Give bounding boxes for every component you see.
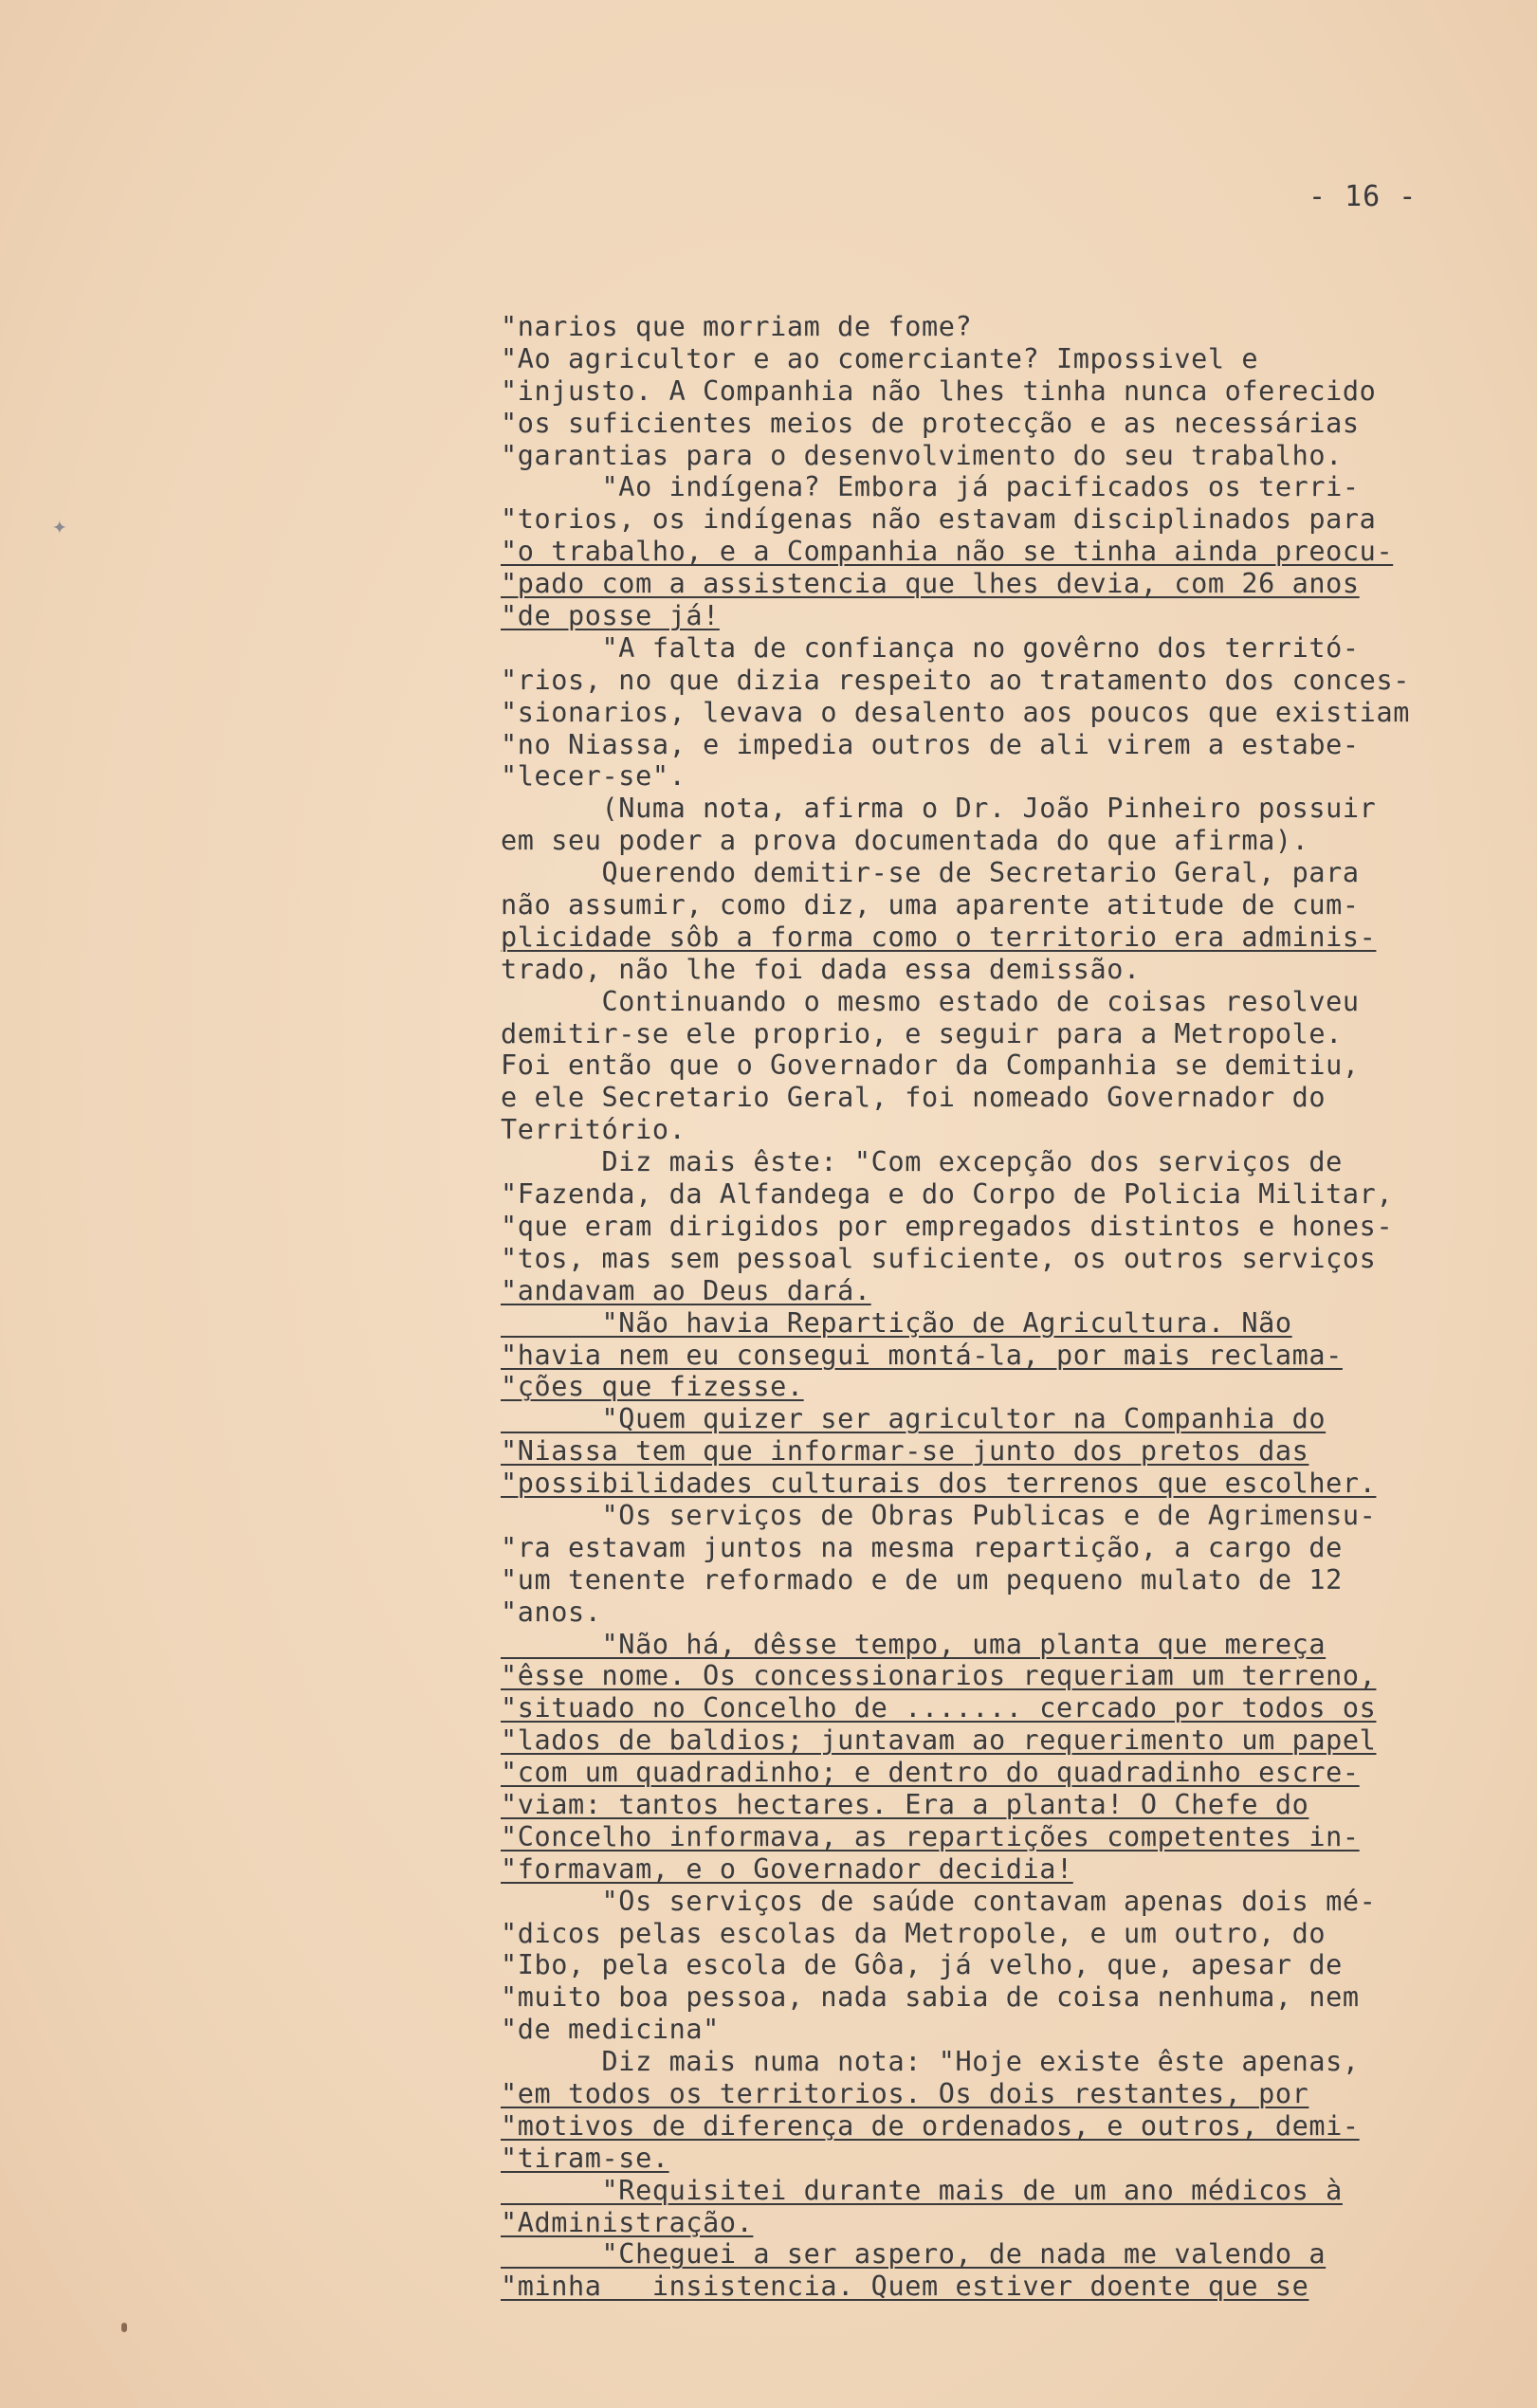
margin-mark: ✦ [52, 512, 67, 540]
text-line: "Concelho informava, as repartições competentes in- [501, 1820, 1360, 1852]
text-line: "Não há, dêsse tempo, uma planta que mereça [501, 1628, 1327, 1660]
text-line: (Numa nota, afirma o Dr. João Pinheiro possuir [501, 793, 1377, 825]
text-line: "Administração. [501, 2206, 754, 2238]
page-number: - 16 - [1308, 180, 1418, 213]
text-line: "narios que morriam de fome? [501, 311, 973, 342]
text-line: não assumir, como diz, uma aparente atitude de cum- [501, 889, 1360, 921]
text-line: "viam: tantos hectares. Era a planta! O Chefe do [501, 1788, 1309, 1820]
text-line: "muito boa pessoa, nada sabia de coisa nenhuma, nem [501, 1981, 1360, 2014]
text-line: "possibilidades culturais dos terrenos que escolher. [501, 1468, 1377, 1500]
text-line: "Cheguei a ser aspero, de nada me valendo a [501, 2238, 1327, 2271]
text-line: "que eram dirigidos por empregados distintos e hones- [501, 1210, 1394, 1242]
text-line: "situado no Concelho de ....... cercado por todos os [501, 1692, 1377, 1724]
text-line: "Requisitei durante mais de um ano médicos à [501, 2174, 1343, 2206]
text-line: "Os serviços de Obras Publicas e de Agrimensu- [501, 1499, 1377, 1531]
text-line: "tiram-se. [501, 2142, 669, 2174]
text-line: "êsse nome. Os concessionarios requeriam um terreno, [501, 1660, 1377, 1692]
text-line: Continuando o mesmo estado de coisas resolveu [501, 985, 1360, 1017]
text-line: "de medicina" [501, 2014, 720, 2046]
text-line: "Quem quizer ser agricultor na Companhia do [501, 1403, 1327, 1435]
text-line: "no Niassa, e impedia outros de ali virem a estabe- [501, 728, 1360, 760]
text-line: "ções que fizesse. [501, 1371, 804, 1403]
text-line: "pado com a assistencia que lhes devia, com 26 anos [501, 568, 1360, 600]
text-line: "ra estavam juntos na mesma repartição, a cargo de [501, 1531, 1343, 1563]
text-line: "andavam ao Deus dará. [501, 1274, 871, 1306]
text-line: "motivos de diferença de ordenados, e outros, demi- [501, 2109, 1360, 2142]
text-line: Diz mais numa nota: "Hoje existe êste apenas, [501, 2046, 1360, 2078]
typewritten-body [501, 311, 1525, 2303]
text-line: "havia nem eu consegui montá-la, por mais reclama- [501, 1339, 1343, 1371]
text-line: trado, não lhe foi dada essa demissão. [501, 953, 1141, 985]
text-line: Foi então que o Governador da Companhia se demitiu, [501, 1049, 1360, 1082]
text-line: "injusto. A Companhia não lhes tinha nunca oferecido [501, 374, 1377, 407]
text-line: "de posse já! [501, 600, 720, 632]
text-line: "Ibo, pela escola de Gôa, já velho, que, apesar de [501, 1949, 1343, 1981]
text-line: Território. [501, 1114, 686, 1146]
text-line: em seu poder a prova documentada do que afirma). [501, 825, 1309, 857]
text-line: "dicos pelas escolas da Metropole, e um outro, do [501, 1917, 1327, 1949]
text-line: "tos, mas sem pessoal suficiente, os outros serviços [501, 1242, 1377, 1274]
text-line: "torios, os indígenas não estavam disciplinados para [501, 503, 1377, 536]
text-line: "com um quadradinho; e dentro do quadradinho escre- [501, 1757, 1360, 1789]
text-line: "Niassa tem que informar-se junto dos pretos das [501, 1435, 1309, 1468]
text-line: "Fazenda, da Alfandega e do Corpo de Policia Militar, [501, 1178, 1394, 1211]
text-line: "lecer-se". [501, 760, 686, 793]
text-line: plicidade sôb a forma como o territorio era adminis- [501, 921, 1377, 953]
text-line: e ele Secretario Geral, foi nomeado Governador do [501, 1082, 1327, 1114]
text-line: demitir-se ele proprio, e seguir para a Metropole. [501, 1017, 1343, 1049]
text-line: "lados de baldios; juntavam ao requerimento um papel [501, 1724, 1377, 1757]
text-line: "os suficientes meios de protecção e as necessárias [501, 407, 1360, 439]
text-line: "garantias para o desenvolvimento do seu trabalho. [501, 439, 1343, 471]
text-line: Querendo demitir-se de Secretario Geral, para [501, 857, 1360, 889]
text-line: "Ao agricultor e ao comerciante? Impossivel e [501, 342, 1259, 374]
text-line: "Ao indígena? Embora já pacificados os terri- [501, 471, 1360, 503]
text-line: Diz mais êste: "Com excepção dos serviços de [501, 1146, 1343, 1178]
text-line: "minha insistencia. Quem estiver doente que se [501, 2271, 1309, 2303]
text-line: "rios, no que dizia respeito ao tratamento dos conces- [501, 664, 1410, 696]
ink-spot [121, 2323, 127, 2332]
text-line: "anos. [501, 1596, 602, 1628]
text-line: "o trabalho, e a Companhia não se tinha ainda preocu- [501, 536, 1394, 568]
text-line: "em todos os territorios. Os dois restantes, por [501, 2077, 1309, 2109]
text-line: "formavam, e o Governador decidia! [501, 1852, 1073, 1885]
text-line: "um tenente reformado e de um pequeno mulato de 12 [501, 1563, 1343, 1596]
text-line: "Os serviços de saúde contavam apenas dois mé- [501, 1885, 1377, 1917]
text-line: "sionarios, levava o desalento aos poucos que existiam [501, 696, 1410, 728]
text-line: "A falta de confiança no govêrno dos territó- [501, 631, 1360, 664]
text-line: "Não havia Repartição de Agricultura. Não [501, 1306, 1292, 1339]
